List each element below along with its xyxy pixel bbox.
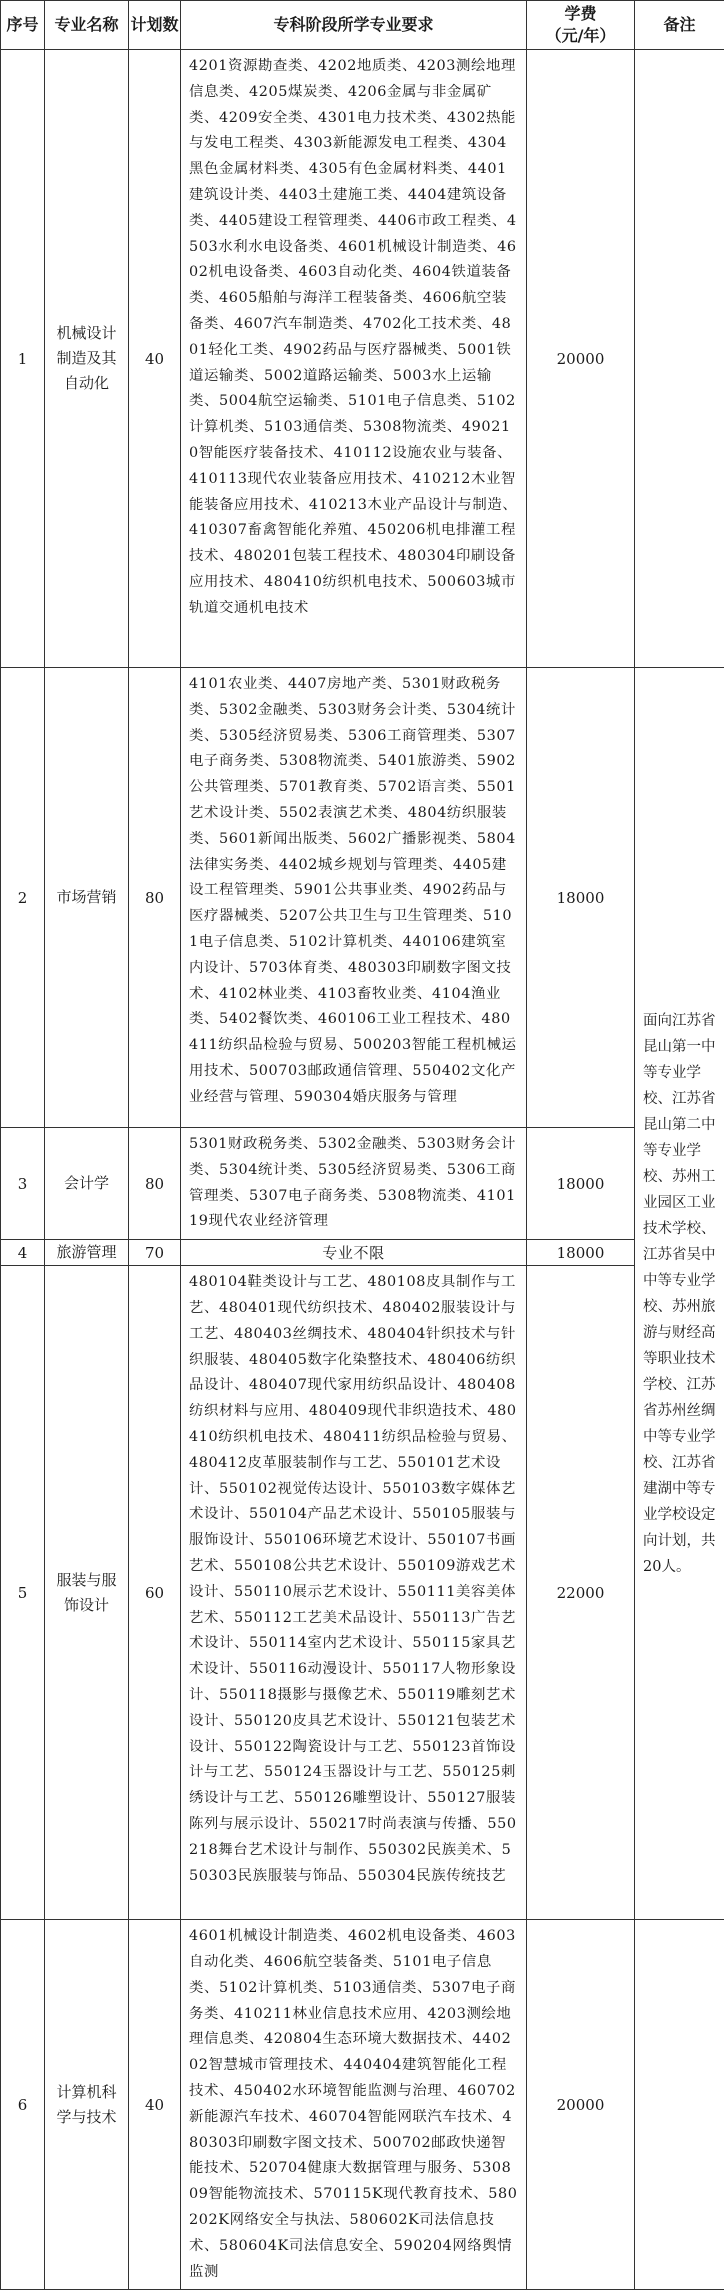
row-major-name: 服装与服饰设计	[45, 1266, 129, 1920]
row-fee: 22000	[527, 1266, 635, 1920]
table-row	[1, 1266, 724, 1920]
row-major-name: 机械设计制造及其自动化	[45, 50, 129, 668]
row-requirements: 4201资源勘查类、4202地质类、4203测绘地理信息类、4205煤炭类、4206金属与非金属矿类、4209安全类、4301电力技术类、4302热能与发电工程类、4303新能源发电工程类、4304黑色金属材料类、4305有色金属材料类、4401建筑设计类、4403土建施工类、4404建筑设备类、4405建设工程管理类、4406市政工程类、4503水利水电设备类、4601机械设计制造类、4602机电设备类、4603自动化类、4604铁道装备类、4605船舶与海洋工程装备类、4606航空装备类、4607汽车制造类、4702化工技术类、4801轻化工类、4902药品与医疗器械类、5001铁道运输类、5002道路运输类、5003水上运输类、5004航空运输类、5101电子信息类、5102计算机类、5103通信类、5308物流类、490210智能医疗装备技术、410112设施农业与装备、410113现代农业装备应用技术、410212木业智能装备应用技术、410213木业产品设计与制造、410307畜禽智能化养殖、450206机电排灌工程技术、480201包装工程技术、480304印刷设备应用技术、480410纺织机电技术、500603城市轨道交通机电技术	[181, 50, 527, 668]
row-major-name: 会计学	[45, 1128, 129, 1240]
row-requirements: 5301财政税务类、5302金融类、5303财务会计类、5304统计类、5305经济贸易类、5306工商管理类、5307电子商务类、5308物流类、410119现代农业经济管理	[181, 1128, 527, 1240]
row-seq: 1	[1, 50, 45, 668]
table-row	[1, 1240, 724, 1266]
row-seq: 4	[1, 1240, 45, 1266]
header-fee-line1: 学费	[527, 3, 634, 25]
header-plan: 计划数	[129, 1, 181, 50]
row-major-name: 市场营销	[45, 668, 129, 1128]
row-fee: 20000	[527, 1920, 635, 2290]
row-plan: 70	[129, 1240, 181, 1266]
row-plan: 80	[129, 668, 181, 1128]
header-row	[1, 1, 724, 50]
header-fee-line2: （元/年）	[527, 25, 634, 47]
row-fee: 18000	[527, 1240, 635, 1266]
table-row	[1, 668, 724, 1128]
row-requirements: 专业不限	[181, 1240, 527, 1266]
header-note: 备注	[635, 1, 724, 50]
row-major-name: 旅游管理	[45, 1240, 129, 1266]
row-seq: 2	[1, 668, 45, 1128]
row-note: 面向江苏省昆山第一中等专业学校、江苏省昆山第二中等专业学校、苏州工业园区工业技术学校、江苏省吴中中等专业学校、苏州旅游与财经高等职业技术学校、江苏省苏州丝绸中等专业学校、江苏省建湖中等专业学校设定向计划，共20人。	[635, 668, 724, 1920]
row-requirements: 4601机械设计制造类、4602机电设备类、4603自动化类、4606航空装备类、5101电子信息类、5102计算机类、5103通信类、5307电子商务类、410211林业信息技术应用、4203测绘地理信息类、420804生态环境大数据技术、440202智慧城市管理技术、440404建筑智能化工程技术、450402水环境智能监测与治理、460702新能源汽车技术、460704智能网联汽车技术、480303印刷数字图文技术、500702邮政快递智能技术、520704健康大数据管理与服务、530809智能物流技术、570115K现代教育技术、580202K网络安全与执法、580602K司法信息技术、580604K司法信息安全、590204网络舆情监测	[181, 1920, 527, 2290]
row-major-name: 计算机科学与技术	[45, 1920, 129, 2290]
table-row	[1, 1920, 724, 2290]
row-fee: 18000	[527, 1128, 635, 1240]
header-seq: 序号	[1, 1, 45, 50]
row-note-empty	[635, 50, 724, 668]
header-requirements: 专科阶段所学专业要求	[181, 1, 527, 50]
row-seq: 5	[1, 1266, 45, 1920]
row-note-empty	[635, 1920, 724, 2290]
header-name: 专业名称	[45, 1, 129, 50]
row-requirements: 480104鞋类设计与工艺、480108皮具制作与工艺、480401现代纺织技术、480402服装设计与工艺、480403丝绸技术、480404针织技术与针织服装、480405数字化染整技术、480406纺织品设计、480407现代家用纺织品设计、480408纺织材料与应用、480409现代非织造技术、480410纺织机电技术、480411纺织品检验与贸易、480412皮革服装制作与工艺、550101艺术设计、550102视觉传达设计、550103数字媒体艺术设计、550104产品艺术设计、550105服装与服饰设计、550106环境艺术设计、550107书画艺术、550108公共艺术设计、550109游戏艺术设计、550110展示艺术设计、550111美容美体艺术、550112工艺美术品设计、550113广告艺术设计、550114室内艺术设计、550115家具艺术设计、550116动漫设计、550117人物形象设计、550118摄影与摄像艺术、550119雕刻艺术设计、550120皮具艺术设计、550121包装艺术设计、550122陶瓷设计与工艺、550123首饰设计与工艺、550124玉器设计与工艺、550125刺绣设计与工艺、550126雕塑设计、550127服装陈列与展示设计、550217时尚表演与传播、550218舞台艺术设计与制作、550302民族美术、550303民族服装与饰品、550304民族传统技艺	[181, 1266, 527, 1920]
row-plan: 60	[129, 1266, 181, 1920]
row-plan: 40	[129, 50, 181, 668]
row-seq: 3	[1, 1128, 45, 1240]
row-fee: 18000	[527, 668, 635, 1128]
row-plan: 80	[129, 1128, 181, 1240]
header-fee	[527, 1, 635, 50]
table-row	[1, 50, 724, 668]
row-seq: 6	[1, 1920, 45, 2290]
row-fee: 20000	[527, 50, 635, 668]
table-row	[1, 1128, 724, 1240]
row-plan: 40	[129, 1920, 181, 2290]
row-requirements: 4101农业类、4407房地产类、5301财政税务类、5302金融类、5303财务会计类、5304统计类、5305经济贸易类、5306工商管理类、5307电子商务类、5308物流类、5401旅游类、5902公共管理类、5701教育类、5702语言类、5501艺术设计类、5502表演艺术类、4804纺织服装类、5601新闻出版类、5602广播影视类、5804法律实务类、4402城乡规划与管理类、4405建设工程管理类、5901公共事业类、4902药品与医疗器械类、5207公共卫生与卫生管理类、5101电子信息类、5102计算机类、440106建筑室内设计、5703体育类、480303印刷数字图文技术、4102林业类、4103畜牧业类、4104渔业类、5402餐饮类、460106工业工程技术、480411纺织品检验与贸易、500203智能工程机械运用技术、500703邮政通信管理、550402文化产业经营与管理、590304婚庆服务与管理	[181, 668, 527, 1128]
